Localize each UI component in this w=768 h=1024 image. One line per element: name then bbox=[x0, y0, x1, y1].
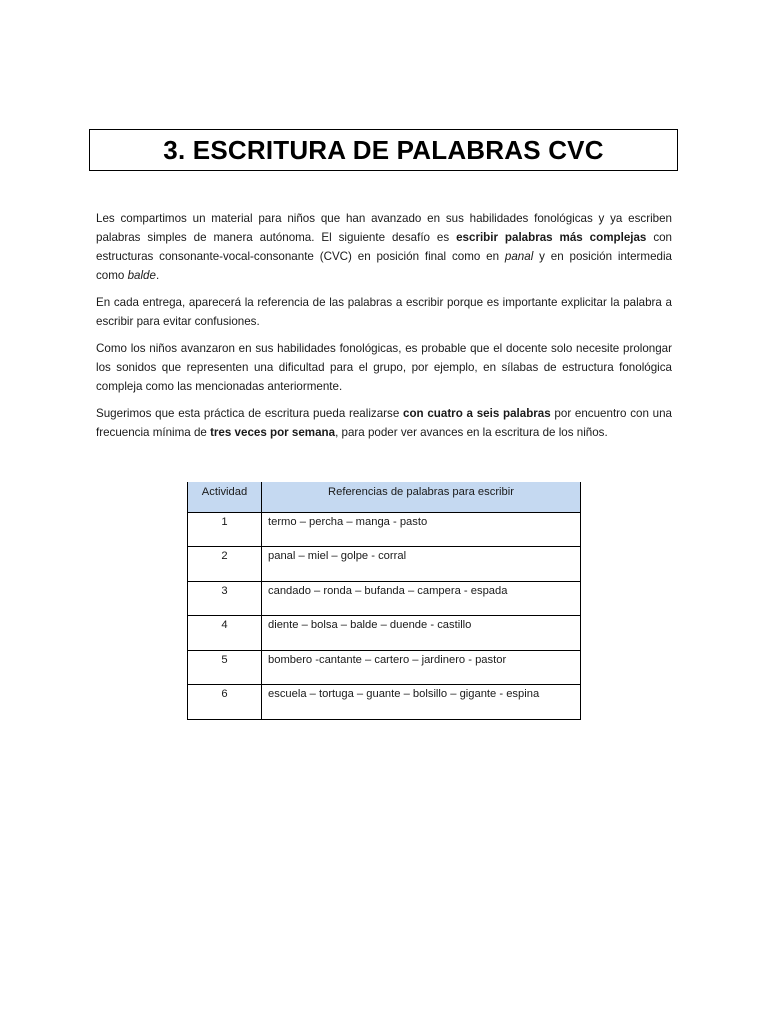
table-row bbox=[188, 685, 581, 720]
table-header-row bbox=[188, 482, 581, 512]
table-header bbox=[188, 482, 581, 512]
cell-referencias: escuela – tortuga – guante – bolsillo – gigante - espina bbox=[262, 685, 581, 720]
cell-actividad: 1 bbox=[188, 512, 262, 547]
cell-referencias: panal – miel – golpe - corral bbox=[262, 547, 581, 582]
header-actividad: Actividad bbox=[188, 482, 262, 512]
table-row bbox=[188, 616, 581, 651]
cell-actividad: 5 bbox=[188, 650, 262, 685]
table-body bbox=[188, 512, 581, 719]
text-segment: . bbox=[155, 269, 160, 282]
cell-referencias: bombero -cantante – cartero – jardinero - pastor bbox=[262, 650, 581, 685]
paragraph-intro bbox=[96, 209, 672, 285]
cell-referencias: candado – ronda – bufanda – campera - espada bbox=[262, 581, 581, 616]
page-title: 3. ESCRITURA DE PALABRAS CVC bbox=[163, 134, 604, 165]
table-row bbox=[188, 512, 581, 547]
paragraph-entrega: En cada entrega, aparecerá la referencia de las palabras a escribir porque es importante explicitar la palabra a escribir para evitar confusiones. bbox=[96, 296, 672, 328]
bold-text: con cuatro a seis palabras bbox=[403, 407, 551, 420]
cell-actividad: 2 bbox=[188, 547, 262, 582]
body-text bbox=[96, 209, 672, 450]
italic-text: panal bbox=[504, 250, 534, 263]
text-segment: por encuentro con una frecuencia mínima de bbox=[96, 407, 672, 439]
cell-actividad: 3 bbox=[188, 581, 262, 616]
cell-referencias: diente – bolsa – balde – duende - castillo bbox=[262, 616, 581, 651]
paragraph-habilidades: Como los niños avanzaron en sus habilidades fonológicas, es probable que el docente solo necesite prolongar los sonidos que representen una dificultad para el grupo, por ejemplo, en sílabas de estructura fonológica compleja como las mencionadas anteriormente. bbox=[96, 342, 672, 393]
cell-actividad: 6 bbox=[188, 685, 262, 720]
table-row bbox=[188, 547, 581, 582]
text-segment: con estructuras consonante-vocal-consonante (CVC) en posición final como en bbox=[96, 231, 673, 263]
text-segment: y en posición intermedia como bbox=[96, 250, 672, 282]
title-box bbox=[89, 129, 678, 171]
text-segment: Sugerimos que esta práctica de escritura pueda realizarse bbox=[96, 407, 403, 420]
header-referencias: Referencias de palabras para escribir bbox=[262, 482, 581, 512]
italic-text: balde bbox=[127, 269, 156, 282]
bold-text: escribir palabras más complejas bbox=[456, 231, 647, 244]
words-table bbox=[187, 482, 581, 720]
bold-text: tres veces por semana bbox=[210, 426, 336, 439]
table-row bbox=[188, 581, 581, 616]
paragraph-sugerencia bbox=[96, 404, 672, 442]
cell-actividad: 4 bbox=[188, 616, 262, 651]
text-segment: , para poder ver avances en la escritura de los niños. bbox=[335, 426, 608, 439]
table-row bbox=[188, 650, 581, 685]
text-segment: Les compartimos un material para niños que han avanzado en sus habilidades fonológicas y ya escriben palabras simples de manera autónoma. El siguiente desafío es bbox=[96, 212, 672, 244]
cell-referencias: termo – percha – manga - pasto bbox=[262, 512, 581, 547]
